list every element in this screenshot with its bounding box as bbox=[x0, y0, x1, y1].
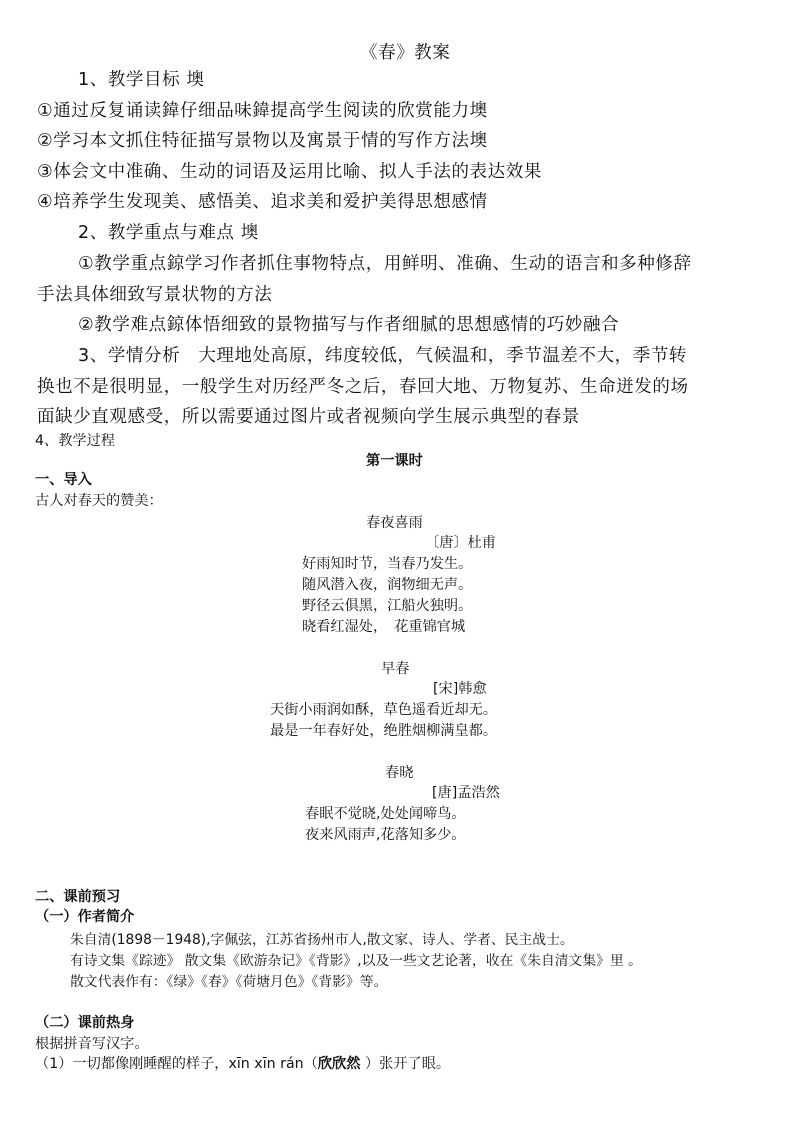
objective-item: ①通过反复诵读鍏仔细品味鍏提高学生阅读的欣赏能力墺 bbox=[37, 101, 488, 121]
poem-line: 野径云俱黑，江船火独明。 bbox=[302, 598, 473, 614]
poem-line: 随风潜入夜，润物细无声。 bbox=[302, 577, 473, 593]
author-heading: （一）作者简介 bbox=[35, 909, 135, 925]
poem-author: 〔唐〕杜甫 bbox=[425, 535, 496, 551]
objective-item: ③体会文中准确、生动的词语及运用比喻、拟人手法的表达效果 bbox=[37, 162, 542, 182]
poem-line: 最是一年春好处，绝胜烟柳满皇都。 bbox=[270, 723, 498, 739]
poem-title: 春晓 bbox=[385, 765, 414, 781]
process-heading: 4、教学过程 bbox=[35, 433, 115, 449]
analysis-text: 面缺少直观感受，所以需要通过图片或者视频向学生展示典型的春景 bbox=[37, 407, 580, 427]
objectives-heading: 1、教学目标 墺 bbox=[78, 70, 205, 90]
poem-line: 春眠不觉晓,处处闻啼鸟。 bbox=[305, 806, 466, 822]
poem-line: 晓看红湿处， 花重锦官城 bbox=[302, 619, 466, 635]
warmup-text: 根据拼音写汉字。 bbox=[35, 1036, 149, 1052]
objective-item: ②学习本文抓住特征描写景物以及寓景于情的写作方法墺 bbox=[37, 131, 488, 151]
intro-heading: 一、导入 bbox=[35, 472, 92, 488]
preview-heading: 二、课前预习 bbox=[35, 889, 121, 905]
key-points-heading: 2、教学重点与难点 墺 bbox=[78, 223, 259, 243]
author-bio: 散文代表作有：《绿》《春》《荷塘月色》《背影》等。 bbox=[70, 974, 388, 990]
poem-title: 早春 bbox=[381, 661, 410, 677]
key-point-text: ①教学重点鍄学习作者抓住事物特点，用鲜明、准确、生动的语言和多种修辞 bbox=[78, 254, 692, 274]
poem-author: [宋]韩愈 bbox=[433, 681, 487, 697]
exercise-suffix: ）张开了眼。 bbox=[360, 1056, 451, 1072]
page-title: 《春》教案 bbox=[360, 43, 451, 63]
key-point-text: 手法具体细致写景状物的方法 bbox=[37, 285, 273, 305]
exercise-line bbox=[35, 1053, 450, 1073]
objective-item: ④培养学生发现美、感悟美、追求美和爱护美得思想感情 bbox=[37, 192, 488, 212]
author-bio: 朱自清(1898－1948),字佩弦，江苏省扬州市人,散文家、诗人、学者、民主战士。 bbox=[70, 932, 574, 948]
intro-text: 古人对春天的赞美： bbox=[35, 493, 163, 509]
exercise-prompt: （1）一切都像刚睡醒的样子，xīn xīn rán（ bbox=[35, 1056, 318, 1072]
author-bio: 有诗文集《踪迹》 散文集《欧游杂记》《背影》,以及一些文艺论著，收在《朱自清文集》里 。 bbox=[70, 953, 642, 969]
exercise-answer: 欣欣然 bbox=[317, 1056, 361, 1072]
poem-line: 天街小雨润如酥，草色遥看近却无。 bbox=[270, 702, 498, 718]
difficulty-text: ②教学难点鍄体悟细致的景物描写与作者细腻的思想感情的巧妙融合 bbox=[78, 315, 620, 335]
warmup-heading: （二）课前热身 bbox=[35, 1015, 135, 1031]
poem-title: 春夜喜雨 bbox=[366, 515, 423, 531]
analysis-text: 3、学情分析 大理地处高原，纬度较低，气候温和，季节温差不大，季节转 bbox=[78, 346, 688, 366]
poem-line: 好雨知时节，当春乃发生。 bbox=[302, 556, 473, 572]
analysis-text: 换也不是很明显，一般学生对历经严冬之后，春回大地、万物复苏、生命迸发的场 bbox=[37, 377, 689, 397]
poem-line: 夜来风雨声,花落知多少。 bbox=[305, 827, 466, 843]
poem-author: [唐]孟浩然 bbox=[432, 785, 500, 801]
lesson-title: 第一课时 bbox=[366, 453, 423, 469]
